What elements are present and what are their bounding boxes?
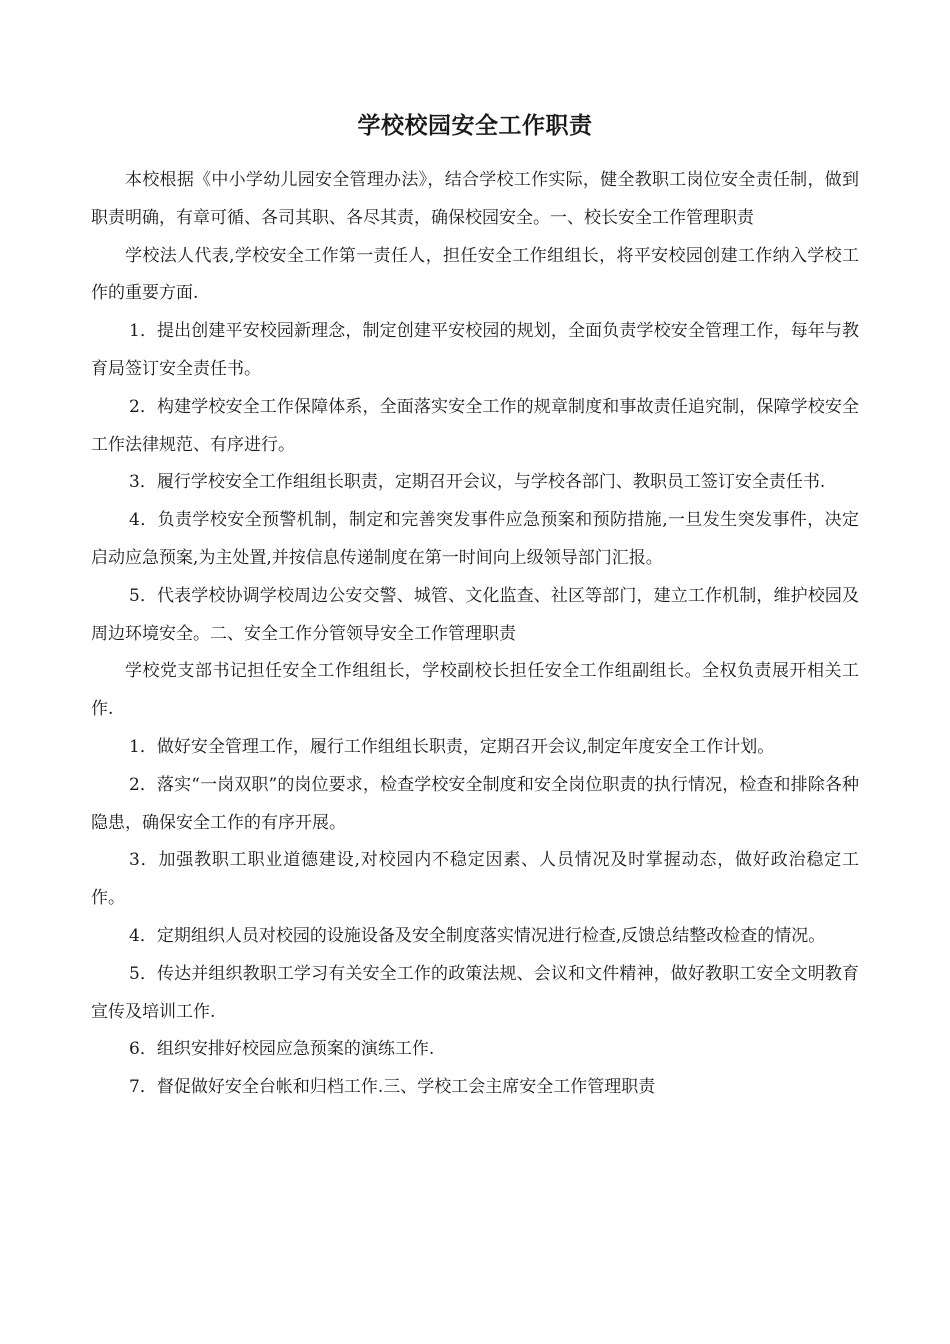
- numbered-paragraph: 1．做好安全管理工作，履行工作组组长职责，定期召开会议,制定年度安全工作计划。: [129, 736, 775, 757]
- numbered-paragraph: 4．定期组织人员对校园的设施设备及安全制度落实情况进行检查,反馈总结整改检查的情况。: [129, 925, 826, 946]
- numbered-paragraph: 2．落实“一岗双职”的岗位要求，检查学校安全制度和安全岗位职责的执行情况，检查和排除各种隐患，确保安全工作的有序开展。: [91, 774, 859, 833]
- numbered-paragraph: 5．传达并组织教职工学习有关安全工作的政策法规、会议和文件精神，做好教职工安全文明教育宣传及培训工作.: [91, 963, 859, 1022]
- paragraph: 学校党支部书记担任安全工作组组长，学校副校长担任安全工作组副组长。全权负责展开相关工作.: [91, 661, 859, 720]
- numbered-paragraph: 4．负责学校安全预警机制，制定和完善突发事件应急预案和预防措施,一旦发生突发事件，决定启动应急预案,为主处置,并按信息传递制度在第一时间向上级领导部门汇报。: [91, 510, 859, 568]
- document-body: [91, 162, 859, 1107]
- paragraph: 学校法人代表,学校安全工作第一责任人，担任安全工作组组长，将平安校园创建工作纳入学校工作的重要方面.: [91, 245, 859, 304]
- numbered-paragraph: 5．代表学校协调学校周边公安交警、城管、文化监查、社区等部门，建立工作机制，维护校园及周边环境安全。二、安全工作分管领导安全工作管理职责: [91, 585, 859, 644]
- document-title: 学校校园安全工作职责: [357, 113, 593, 139]
- paragraph: 本校根据《中小学幼儿园安全管理办法》，结合学校工作实际，健全教职工岗位安全责任制，做到职责明确，有章可循、各司其职、各尽其责，确保校园安全。一、校长安全工作管理职责: [91, 170, 859, 228]
- numbered-paragraph: 2．构建学校安全工作保障体系，全面落实安全工作的规章制度和事故责任追究制，保障学校安全工作法律规范、有序进行。: [91, 396, 859, 455]
- document-page: [91, 108, 859, 1107]
- numbered-paragraph: 7．督促做好安全台帐和归档工作.三、学校工会主席安全工作管理职责: [129, 1077, 656, 1098]
- numbered-paragraph: 6．组织安排好校园应急预案的演练工作.: [129, 1039, 435, 1060]
- numbered-paragraph: 3．履行学校安全工作组组长职责，定期召开会议，与学校各部门、教职员工签订安全责任书.: [129, 472, 826, 493]
- numbered-paragraph: 3．加强教职工职业道德建设,对校园内不稳定因素、人员情况及时掌握动态，做好政治稳定工作。: [91, 850, 859, 909]
- numbered-paragraph: 1．提出创建平安校园新理念，制定创建平安校园的规划，全面负责学校安全管理工作，每年与教育局签订安全责任书。: [91, 321, 859, 379]
